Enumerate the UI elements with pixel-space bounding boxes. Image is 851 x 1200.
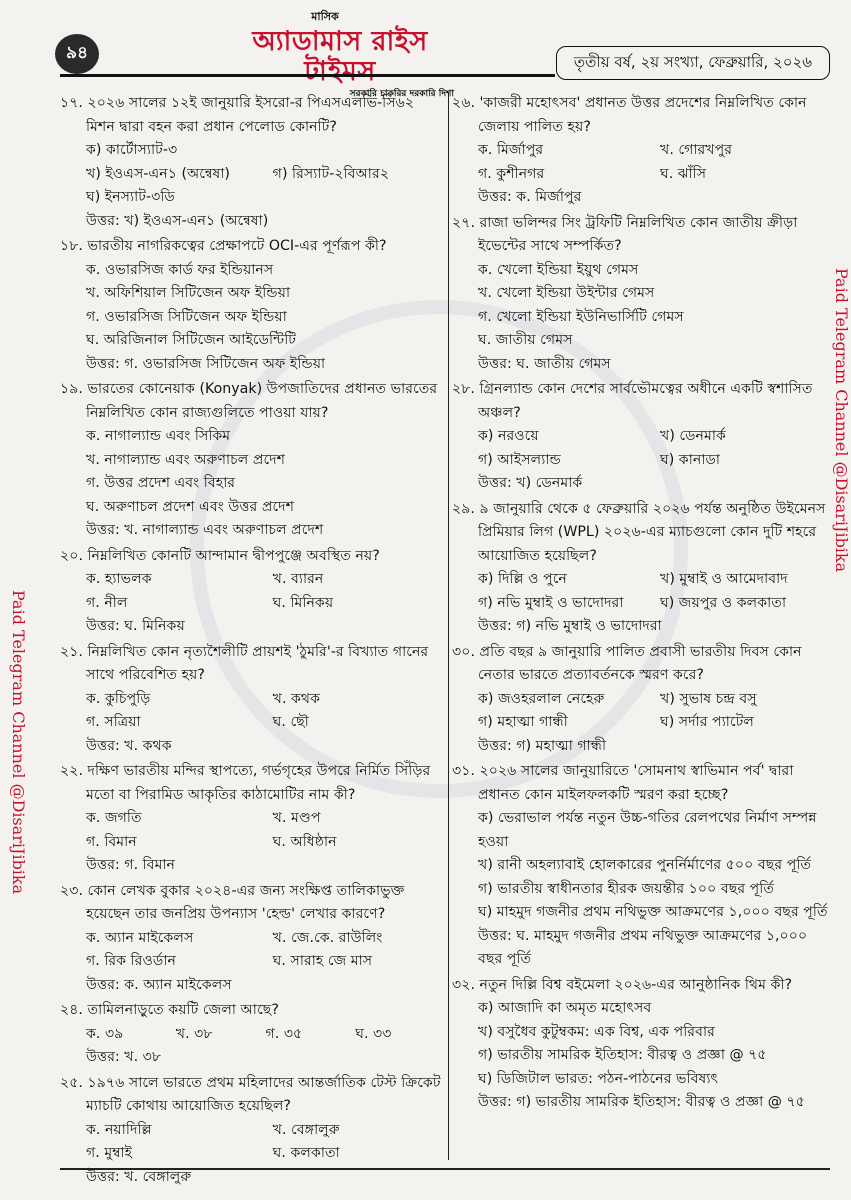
question-body: দক্ষিণ ভারতীয় মন্দির স্থাপত্যে, গর্ভগৃহের উপরে নির্মিত সিঁড়ির মতো বা পিরামিড আকৃতির কাঠামোটির নাম কী? — [86, 763, 431, 803]
question-number: ২৪. — [60, 1002, 83, 1018]
question-item — [452, 498, 828, 639]
answer-line: উত্তর: খ. বেঙ্গালুরু — [86, 1168, 192, 1185]
question-item — [60, 880, 445, 998]
option-text: গ. উত্তর প্রদেশ এবং বিহার — [86, 475, 236, 491]
question-number: ৩১. — [452, 763, 475, 779]
question-body: ৯ জানুয়ারি থেকে ৫ ফেব্রুয়ারি ২০২৬ পর্যন্ত অনুষ্ঠিত উইমেনস প্রিমিয়ার লিগ (WPL) ২০২৬-এর ম্যাচগুলো কোন দুটি শহরে আয়োজিত হয়েছিল? — [478, 500, 826, 564]
question-number: ১৯. — [60, 381, 83, 397]
option-text: গ. ওভারসিজ সিটিজেন অফ ইন্ডিয়া — [86, 308, 287, 325]
side-text-left: Paid Telegram Channel @DisariJibika — [9, 590, 28, 895]
option-line — [60, 496, 445, 520]
question-text — [60, 378, 445, 425]
options-row — [60, 1023, 445, 1047]
option-line — [452, 306, 828, 330]
question-number: ১৭. — [60, 95, 83, 111]
question-item — [452, 641, 828, 759]
side-text-right: Paid Telegram Channel @DisariJibika — [832, 268, 851, 573]
header-rule — [60, 74, 555, 77]
options-row — [60, 1119, 445, 1143]
option-text: খ. নাগাল্যান্ড এবং অরুণাচল প্রদেশ — [86, 451, 286, 468]
question-body: রাজা ভলিন্দর সিং ট্রফিটি নিম্নলিখিত কোন জাতীয় ক্রীড়া ইভেন্টের সাথে সম্পর্কিত? — [478, 214, 798, 254]
option-line — [452, 807, 828, 854]
question-item — [452, 974, 828, 1115]
question-text — [60, 92, 445, 139]
answer-line: উত্তর: খ) ডেনমার্ক — [478, 475, 583, 491]
answer-line: উত্তর: গ) মহাত্মা গান্ধী — [478, 737, 607, 754]
question-number: ২০. — [60, 547, 83, 564]
option-text: ক. ওভারসিজ কার্ড ফর ইন্ডিয়ানস — [86, 261, 274, 278]
option-line — [452, 878, 828, 902]
option-text: খ) রানী অহল্যাবাই হোলকারের পুনর্নির্মাণের ৫০০ বছর পূর্তি — [478, 857, 812, 873]
question-body: তামিলনাড়ুতে কয়টি জেলা আছে? — [87, 1002, 279, 1018]
option-text: ক. কুচিপুড়ি — [86, 690, 151, 707]
option-text: ক) আজাদি কা অমৃত মহোৎসব — [478, 1000, 652, 1016]
options-row — [60, 711, 445, 735]
option-text: ক) কার্টোস্যাট-৩ — [86, 142, 178, 158]
options-row — [60, 688, 445, 712]
option-text: ঘ) সর্দার প্যাটেল — [660, 714, 754, 730]
option-text: ঘ) জয়পুর ও কলকাতা — [660, 594, 787, 611]
option-line — [452, 901, 828, 925]
question-text — [60, 235, 445, 259]
option-line — [60, 306, 445, 330]
question-body: নিম্নলিখিত কোন নৃত্যশৈলীটি প্রায়শই 'ঠুমরি'-র বিখ্যাত গানের সাথে পরিবেশিত হয়? — [86, 643, 429, 683]
options-row — [60, 831, 445, 855]
question-text — [60, 880, 445, 927]
option-text: ঘ) মাহমুদ গজনীর প্রথম নথিভুক্ত আক্রমণের ১,০০০ বছর পূর্তি — [478, 904, 828, 920]
question-item — [60, 1072, 445, 1190]
option-text: খ. ৩৮ — [175, 1025, 213, 1042]
option-text: ঘ. কলকাতা — [272, 1145, 340, 1161]
question-item — [452, 92, 828, 210]
question-body: ১৯৭৬ সালে ভারতে প্রথম মহিলাদের আন্তর্জাতিক টেস্ট ক্রিকেট ম্যাচটি কোথায় আয়োজিত হয়েছিল? — [86, 1074, 441, 1114]
option-line — [60, 186, 445, 210]
question-number: ২৫. — [60, 1074, 83, 1091]
question-body: গ্রিনল্যান্ড কোন দেশের সার্বভৌমত্বের অধীনে একটি স্বশাসিত অঞ্চল? — [478, 381, 813, 421]
option-text: খ. গোরখপুর — [660, 142, 733, 158]
page-header — [0, 0, 848, 99]
question-item — [60, 235, 445, 376]
option-text: খ) ডেনমার্ক — [660, 428, 726, 444]
option-text: খ) সুভাষ চন্দ্র বসু — [660, 690, 757, 707]
question-text — [452, 498, 828, 569]
option-text: খ) বসুধৈব কুটুম্বকম: এক বিশ্ব, এক পরিবার — [478, 1023, 715, 1040]
question-text — [452, 760, 828, 807]
answer-line: উত্তর: গ) নভি মুম্বাই ও ভাদোদরা — [478, 618, 662, 634]
question-body: 'কাজরী মহোৎসব' প্রধানত উত্তর প্রদেশের নিম্নলিখিত কোন জেলায় পালিত হয়? — [478, 95, 807, 135]
option-text: গ. মুম্বাই — [86, 1145, 133, 1161]
question-body: ২০২৬ সালের জানুয়ারিতে 'সোমনাথ স্বাভিমান পর্ব' দ্বারা প্রধানত কোন মাইলফলকটি স্মরণ করা হচ্ছে? — [478, 763, 794, 803]
option-text: ঘ) ডিজিটাল ভারত: পঠন-পাঠনের ভবিষ্যৎ — [478, 1070, 719, 1087]
option-text: ঘ. ছৌ — [272, 714, 309, 730]
option-text: ক. জগতি — [86, 810, 142, 826]
option-line — [60, 449, 445, 473]
question-text — [452, 974, 828, 998]
option-text: ক) নরওয়ে — [478, 428, 539, 444]
option-text: খ. খেলো ইন্ডিয়া উইন্টার গেমস — [478, 285, 655, 301]
question-item — [60, 641, 445, 759]
options-row — [60, 950, 445, 974]
question-body: ২০২৬ সালের ১২ই জানুয়ারি ইসরো-র পিএসএলভি-সি৬২ মিশন দ্বারা বহন করা প্রধান পেলোড কোনটি? — [86, 95, 415, 135]
option-text: গ. নীল — [86, 594, 128, 611]
option-line — [452, 1068, 828, 1092]
option-text: ঘ) কানাডা — [660, 451, 720, 468]
brand-small-label: মাসিক — [311, 10, 339, 23]
question-item — [452, 760, 828, 972]
footer-rule — [60, 1168, 830, 1170]
option-text: ক. মির্জাপুর — [478, 142, 544, 158]
question-number: ২২. — [60, 763, 83, 779]
option-line — [60, 425, 445, 449]
option-text: ঘ. মিনিকয় — [272, 594, 334, 611]
options-row — [60, 592, 445, 616]
option-text: গ) আইসল্যান্ড — [478, 451, 561, 468]
question-text — [60, 1072, 445, 1119]
option-text: ঘ. অধিষ্ঠান — [272, 833, 337, 850]
question-body: প্রতি বছর ৯ জানুয়ারি পালিত প্রবাসী ভারতীয় দিবস কোন নেতার ভারতে প্রত্যাবর্তনকে স্মরণ করে? — [478, 643, 802, 683]
question-item — [452, 378, 828, 496]
option-text: গ) ভারতীয় সামরিক ইতিহাস: বীরত্ব ও প্রজ্ঞা @ ৭৫ — [478, 1047, 767, 1063]
options-row — [60, 807, 445, 831]
question-text — [452, 92, 828, 139]
option-text: গ. সত্রিয়া — [86, 714, 141, 730]
answer-line: উত্তর: ঘ. জাতীয় গেমস — [478, 355, 611, 372]
answer-line: উত্তর: খ. ৩৮ — [86, 1049, 162, 1065]
option-line — [452, 259, 828, 283]
option-text: ঘ. ৩৩ — [355, 1025, 392, 1042]
left-column — [60, 92, 445, 1191]
option-text: ঘ. ঝাঁসি — [660, 165, 707, 182]
option-text: খ. অফিশিয়াল সিটিজেন অফ ইন্ডিয়া — [86, 285, 291, 301]
question-number: ৩২. — [452, 976, 475, 993]
option-text: গ) ভারতীয় স্বাধীনতার হীরক জয়ন্তীর ১০০ বছর পূর্তি — [478, 880, 774, 897]
answer-line: উত্তর: খ. কথক — [86, 737, 172, 754]
option-text: খ. কথক — [272, 690, 321, 707]
option-text: ক. নাগাল্যান্ড এবং সিকিম — [86, 428, 231, 444]
options-row — [452, 592, 828, 616]
option-text: গ. কুশীনগর — [478, 165, 545, 182]
magazine-brand — [226, 8, 454, 101]
answer-line: উত্তর: গ. ওভারসিজ সিটিজেন অফ ইন্ডিয়া — [86, 355, 326, 372]
option-text: গ. খেলো ইন্ডিয়া ইউনিভার্সিটি গেমস — [478, 308, 684, 325]
option-text: খ) মুম্বাই ও আমেদাবাদ — [660, 571, 788, 587]
question-number: ২৬. — [452, 95, 475, 111]
question-item — [60, 92, 445, 233]
option-line — [452, 1044, 828, 1068]
option-text: ক. নয়াদিল্লি — [86, 1121, 152, 1138]
question-text — [60, 545, 445, 569]
option-text: ঘ. জাতীয় গেমস — [478, 332, 573, 348]
question-body: নতুন দিল্লি বিশ্ব বইমেলা ২০২৬-এর আনুষ্ঠানিক থিম কী? — [479, 976, 792, 993]
options-row — [60, 568, 445, 592]
page-number: ৯৪ — [55, 34, 99, 74]
option-line — [60, 139, 445, 163]
question-number: ২৭. — [452, 214, 475, 231]
brand-name: অ্যাডামাস রাইস টাইমস — [252, 26, 428, 87]
option-text: গ) মহাত্মা গান্ধী — [478, 714, 568, 730]
option-text: খ. মণ্ডপ — [272, 810, 321, 826]
option-text: ক. খেলো ইন্ডিয়া ইয়ুথ গেমস — [478, 261, 639, 278]
question-body: কোন লেখক বুকার ২০২৪-এর জন্য সংক্ষিপ্ত তালিকাভুক্ত হয়েছেন তার জনপ্রিয় উপন্যাস 'হেল্ড' লেখার কারণে? — [86, 882, 405, 922]
option-text: ক. ৩৯ — [86, 1025, 124, 1042]
option-text: খ. জে.কে. রাউলিং — [272, 929, 383, 946]
option-text: ক) দিল্লি ও পুনে — [478, 571, 567, 587]
question-text — [452, 641, 828, 688]
question-body: নিম্নলিখিত কোনটি আন্দামান দ্বীপপুঞ্জে অবস্থিত নয়? — [87, 547, 380, 564]
option-text: গ. ৩৫ — [265, 1025, 303, 1042]
option-line — [60, 472, 445, 496]
option-line — [60, 259, 445, 283]
answer-line: উত্তর: খ. নাগাল্যান্ড এবং অরুণাচল প্রদেশ — [86, 522, 324, 538]
option-text: খ. বেঙ্গালুরু — [272, 1121, 340, 1138]
option-line — [452, 997, 828, 1021]
option-text: ঘ) ইনস্যাট-৩ডি — [86, 189, 175, 205]
options-row — [452, 568, 828, 592]
option-text: ক. হ্যাভলক — [86, 571, 152, 587]
question-text — [452, 378, 828, 425]
answer-line: উত্তর: ঘ. মাহমুদ গজনীর প্রথম নথিভুক্ত আক্রমণের ১,০০০ বছর পূর্তি — [478, 927, 808, 967]
options-row — [452, 688, 828, 712]
issue-info: তৃতীয় বর্ষ, ২য় সংখ্যা, ফেব্রুয়ারি, ২০২৬ — [556, 46, 830, 80]
option-line — [452, 282, 828, 306]
answer-line: উত্তর: গ. বিমান — [86, 857, 176, 873]
brand-tagline: সরকারি চাকরির দরকারি দিশা — [349, 89, 454, 99]
answer-line: উত্তর: খ) ইওএস-এন১ (অন্বেষা) — [86, 212, 269, 229]
question-body: ভারতের কোনেয়াক (Konyak) উপজাতিদের প্রধানত ভারতের নিম্নলিখিত কোন রাজ্যগুলিতে পাওয়া যায়? — [86, 381, 438, 421]
option-text: গ) রিস্যাট-২বিআর২ — [272, 165, 390, 182]
question-number: ১৮. — [60, 238, 83, 254]
answer-line: উত্তর: ঘ. মিনিকয় — [86, 618, 185, 634]
option-line — [452, 1021, 828, 1045]
option-text: ঘ. সারাহ জে মাস — [272, 953, 373, 969]
options-row — [452, 425, 828, 449]
option-line — [60, 282, 445, 306]
options-row — [452, 711, 828, 735]
question-item — [60, 999, 445, 1070]
question-text — [60, 760, 445, 807]
question-text — [60, 641, 445, 688]
option-text: খ) ইওএস-এন১ (অন্বেষা) — [86, 165, 230, 182]
option-text: গ) নভি মুম্বাই ও ভাদোদরা — [478, 594, 624, 611]
option-text: ঘ. অরিজিনাল সিটিজেন আইডেন্টিটি — [86, 332, 297, 348]
question-item — [60, 545, 445, 639]
right-column — [452, 92, 828, 1117]
option-text: ক) জওহরলাল নেহেরু — [478, 690, 605, 707]
question-number: ২৯. — [452, 500, 475, 517]
question-number: ২৮. — [452, 381, 475, 397]
option-line — [452, 329, 828, 353]
option-text: ক) ভেরাভাল পর্যন্ত নতুন উচ্চ-গতির রেলপথের নির্মাণ সম্পন্ন হওয়া — [478, 810, 817, 850]
answer-line: উত্তর: গ) ভারতীয় সামরিক ইতিহাস: বীরত্ব ও প্রজ্ঞা @ ৭৫ — [478, 1094, 805, 1110]
options-row — [452, 163, 828, 187]
option-text: গ. রিক রিওর্ডান — [86, 953, 176, 969]
column-divider — [448, 92, 449, 1160]
options-row — [60, 163, 445, 187]
answer-line: উত্তর: ক. অ্যান মাইকেলস — [86, 976, 232, 993]
options-row — [60, 927, 445, 951]
options-row — [452, 449, 828, 473]
option-text: খ. ব্যারন — [272, 571, 324, 587]
question-item — [60, 378, 445, 543]
options-row — [60, 1142, 445, 1166]
question-item — [452, 212, 828, 377]
question-text — [60, 999, 445, 1023]
option-text: গ. বিমান — [86, 833, 137, 850]
question-body: ভারতীয় নাগরিকত্বের প্রেক্ষাপটে OCI-এর পূর্ণরূপ কী? — [87, 238, 387, 254]
option-text: ঘ. অরুণাচল প্রদেশ এবং উত্তর প্রদেশ — [86, 498, 294, 515]
question-number: ২১. — [60, 643, 83, 660]
options-row — [452, 139, 828, 163]
question-number: ৩০. — [452, 643, 475, 660]
question-number: ২৩. — [60, 882, 83, 899]
option-line — [452, 854, 828, 878]
option-text: ক. অ্যান মাইকেলস — [86, 929, 194, 946]
question-text — [452, 212, 828, 259]
option-line — [60, 329, 445, 353]
question-item — [60, 760, 445, 878]
answer-line: উত্তর: ক. মির্জাপুর — [478, 189, 582, 205]
